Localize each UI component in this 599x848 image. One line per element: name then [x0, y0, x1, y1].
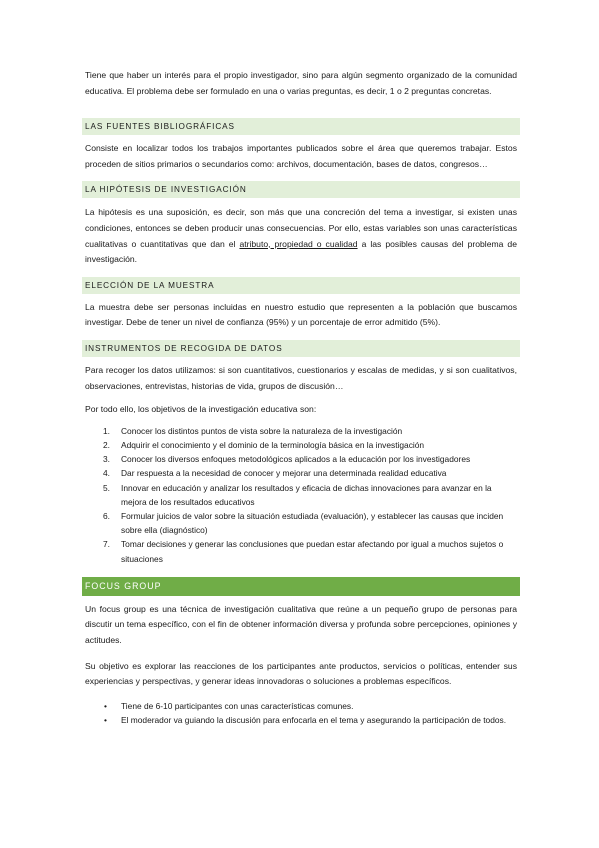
heading-hipotesis: LA HIPÓTESIS DE INVESTIGACIÓN: [82, 181, 520, 198]
list-item: [85, 481, 517, 509]
focus-paragraph-1: Un focus group es una técnica de investigación cualitativa que reúne a un pequeño grupo de personas para discutir un tema específico, con el fin de obtener información diversa y profunda sobre percepciones, opiniones y actitudes.: [85, 603, 517, 645]
bullet-marker: •: [104, 700, 107, 711]
list-item-text: El moderador va guiando la discusión para enfocarla en el tema y asegurando la participación de todos.: [121, 714, 507, 725]
heading-muestra: ELECCIÓN DE LA MUESTRA: [82, 277, 520, 294]
list-number: 7.: [103, 539, 110, 550]
heading-instrumentos: INSTRUMENTOS DE RECOGIDA DE DATOS: [82, 340, 520, 357]
list-item: [85, 452, 517, 466]
fuentes-paragraph: Consiste en localizar todos los trabajos importantes publicados sobre el área que queremos trabajar. Estos proceden de sitios primarios o secundarios como: archivos, documentación, bases de datos, congresos…: [85, 143, 517, 169]
list-item-text: Tomar decisiones y generar las conclusiones que puedan estar afectando por igual a muchos sujetos o situaciones: [121, 539, 504, 564]
instrumentos-paragraph: Para recoger los datos utilizamos: si son cuantitativos, cuestionarios y escalas de medidas, y si son cualitativos, observaciones, entrevistas, historias de vida, grupos de discusión…: [85, 364, 517, 391]
list-item: [85, 509, 517, 537]
list-item: [85, 466, 517, 480]
objetivos-list: [85, 424, 517, 566]
list-number: 5.: [103, 482, 110, 493]
list-item: [85, 424, 517, 438]
muestra-paragraph: La muestra debe ser personas incluidas en nuestro estudio que representen a la población que buscamos investigar. Debe de tener un nivel de confianza (95%) y un porcentaje de error admitido (5%).: [85, 301, 517, 328]
list-item-text: Formular juicios de valor sobre la situación estudiada (evaluación), y establecer las causas que inciden sobre ella (diagnóstico): [121, 510, 504, 536]
bullet-marker: •: [104, 714, 107, 725]
list-number: 1.: [103, 425, 110, 436]
list-item: [85, 537, 517, 565]
list-item: [85, 438, 517, 452]
hipotesis-text-after: a las posibles causas del problema de investigación.: [85, 238, 517, 265]
objetivos-intro: Por todo ello, los objetivos de la investigación educativa son:: [85, 404, 317, 415]
list-item-text: Innovar en educación y analizar los resultados y eficacia de dichas innovaciones para avanzar en la mejora de los resultados educativos: [121, 482, 492, 507]
heading-focus-group: FOCUS GROUP: [82, 577, 520, 596]
list-item: [85, 713, 517, 727]
list-number: 6.: [103, 510, 110, 521]
list-item-text: Adquirir el conocimiento y el dominio de la terminología básica en la investigación: [121, 439, 425, 450]
heading-fuentes: LAS FUENTES BIBLIOGRÁFICAS: [82, 118, 520, 135]
list-item-text: Conocer los distintos puntos de vista sobre la naturaleza de la investigación: [121, 425, 403, 436]
hipotesis-text-before: La hipótesis es una suposición, es decir, son más que una concreción del tema a investigar, si existen unas condiciones, entonces se deben producir unas consecuencias. Por ello, estas variables son unas características cualitativas o cuantitativas que dan el: [85, 207, 517, 249]
list-number: 4.: [103, 468, 110, 479]
document-content: [85, 68, 517, 727]
list-item-text: Conocer los diversos enfoques metodológicos aplicados a la educación por los investigadores: [121, 454, 471, 465]
list-number: 3.: [103, 454, 110, 465]
list-number: 2.: [103, 439, 110, 450]
hipotesis-underlined-text: atributo, propiedad o cualidad: [239, 238, 358, 249]
list-item-text: Dar respuesta a la necesidad de conocer y mejorar una determinada realidad educativa: [121, 468, 447, 479]
intro-paragraph: Tiene que haber un interés para el propio investigador, sino para algún segmento organizado de la comunidad educativa. El problema debe ser formulado en una o varias preguntas, es decir, 1 o 2 preguntas concretas.: [85, 70, 517, 96]
hipotesis-paragraph: [85, 205, 517, 267]
focus-bullet-list: [85, 699, 517, 727]
focus-paragraph-2: Su objetivo es explorar las reacciones de los participantes ante productos, servicios o políticas, entender sus experiencias y perspectivas, y generar ideas innovadoras o soluciones a problemas específicos.: [85, 660, 517, 687]
list-item: [85, 699, 517, 713]
list-item-text: Tiene de 6-10 participantes con unas características comunes.: [121, 700, 354, 711]
